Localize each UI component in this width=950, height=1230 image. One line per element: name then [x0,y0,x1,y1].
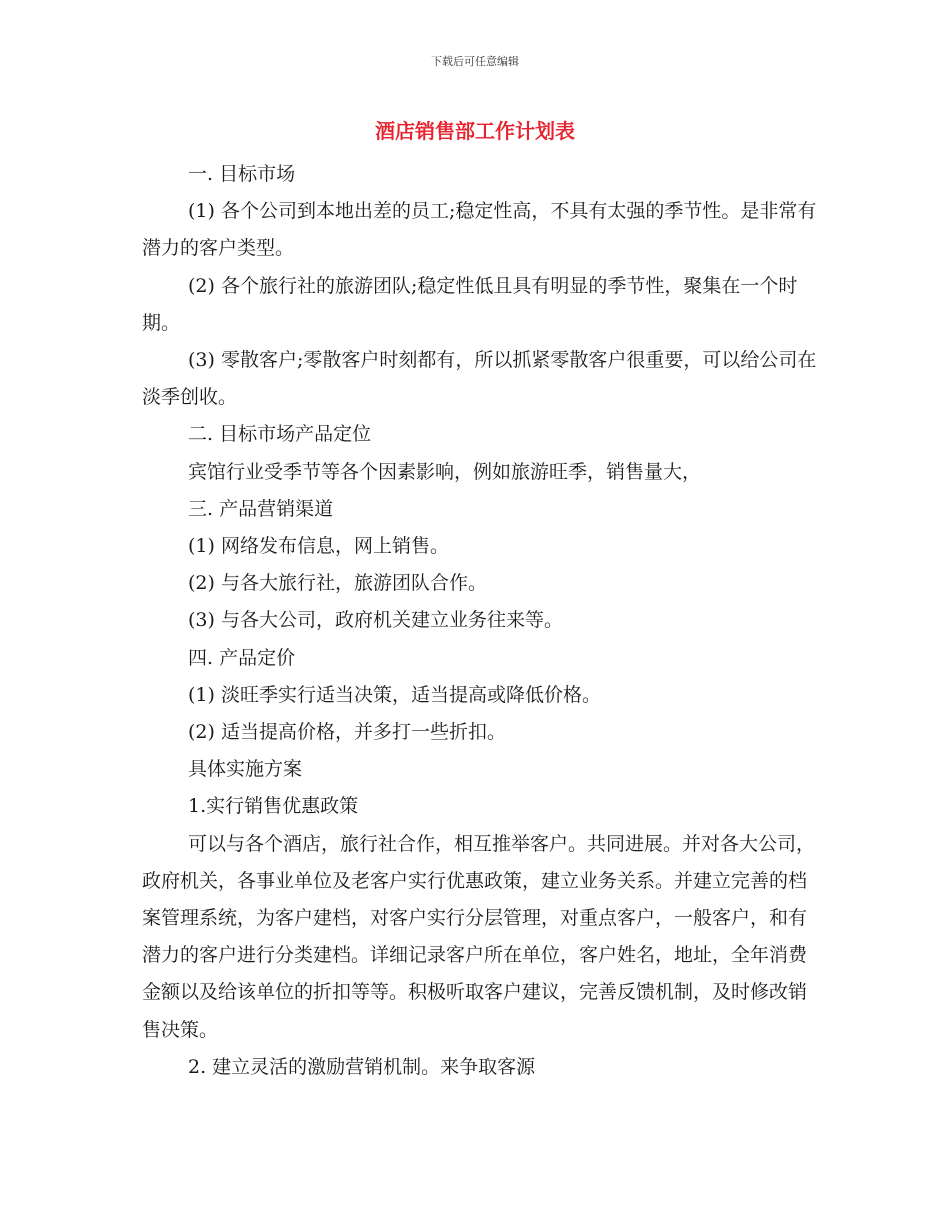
header-note: 下载后可任意编辑 [431,55,519,68]
paragraph-individual-guests: (3) 零散客户;零散客户时刻都有，所以抓紧零散客户很重要，可以给公司在淡季创收。 [142,349,817,409]
paragraph-seasonal-factors: 宾馆行业受季节等各个因素影响，例如旅游旺季，销售量大， [188,460,702,483]
section-heading-product-positioning: 二. 目标市场产品定位 [188,423,372,446]
document-title: 酒店销售部工作计划表 [375,119,575,143]
subheading-incentive-mechanism: 2. 建立灵活的激励营销机制。来争取客源 [188,1055,536,1078]
section-heading-target-market: 一. 目标市场 [188,163,296,185]
paragraph-travel-agency-partners: (2) 与各大旅行社，旅游团队合作。 [188,572,487,595]
paragraph-customer-management: 可以与各个酒店，旅行社合作，相互推举客户。共同进展。并对各大公司，政府机关，各事业单位及老客户实行优惠政策，建立业务关系。并建立完善的档案管理系统，为客户建档，对客户实行分层管理，对重点客户，一般客户，和有潜力的客户进行分类建档。详细记录客户所在单位，客户姓名，地址，全年消费金额以及给该单位的折扣等等。积极听取客户建议，完善反馈机制，及时修改销售决策。 [142,832,816,1041]
subheading-sales-incentives: 1.实行销售优惠政策 [188,795,359,818]
document-body [142,156,822,1086]
paragraph-online-sales: (1) 网络发布信息，网上销售。 [188,535,449,558]
paragraph-seasonal-pricing: (1) 淡旺季实行适当决策，适当提高或降低价格。 [188,683,601,706]
paragraph-travel-groups: (2) 各个旅行社的旅游团队;稳定性低且具有明显的季节性，聚集在一个时期。 [142,274,798,334]
section-heading-implementation: 具体实施方案 [188,758,303,781]
section-heading-sales-channels: 三. 产品营销渠道 [188,497,334,520]
paragraph-corporate-staff: (1) 各个公司到本地出差的员工;稳定性高，不具有太强的季节性。是非常有潜力的客户类型。 [142,200,817,260]
paragraph-corporate-partners: (3) 与各大公司，政府机关建立业务往来等。 [188,609,563,632]
section-heading-pricing: 四. 产品定价 [188,646,296,669]
paragraph-discounts: (2) 适当提高价格，并多打一些折扣。 [188,721,506,744]
